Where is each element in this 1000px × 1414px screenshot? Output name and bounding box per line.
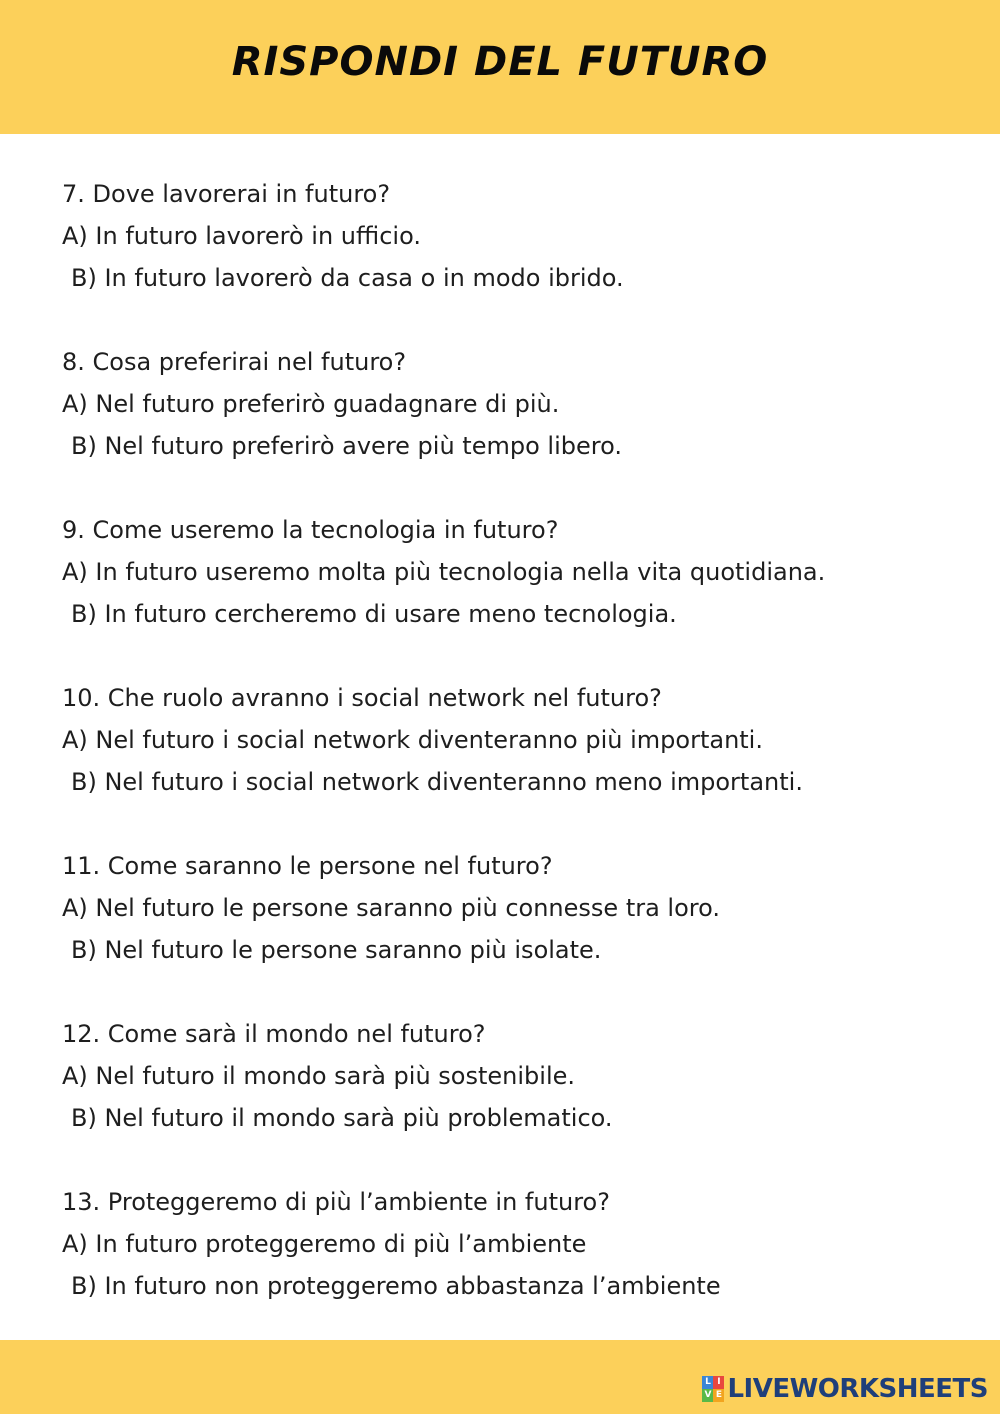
question-block-8 <box>62 341 962 467</box>
liveworksheets-logo-icon <box>702 1376 724 1402</box>
question-block-7 <box>62 173 962 299</box>
option-a: A) Nel futuro i social network diventeranno più importanti. <box>62 726 763 754</box>
logo-letter: V <box>702 1389 713 1402</box>
question-text: 11. Come saranno le persone nel futuro? <box>62 852 553 880</box>
option-a: A) Nel futuro il mondo sarà più sostenibile. <box>62 1062 576 1090</box>
option-a: A) In futuro proteggeremo di più l’ambiente <box>62 1230 587 1258</box>
option-a: A) Nel futuro preferirò guadagnare di più. <box>62 390 560 418</box>
question-block-9 <box>62 509 962 635</box>
logo-letter: L <box>702 1376 713 1389</box>
question-text: 12. Come sarà il mondo nel futuro? <box>62 1020 486 1048</box>
question-list <box>62 173 962 1349</box>
option-a: A) In futuro lavorerò in ufficio. <box>62 222 421 250</box>
question-block-12 <box>62 1013 962 1139</box>
question-block-13 <box>62 1181 962 1307</box>
question-block-10 <box>62 677 962 803</box>
question-text: 9. Come useremo la tecnologia in futuro? <box>62 516 559 544</box>
liveworksheets-brand[interactable] <box>702 1369 988 1409</box>
logo-letter: I <box>713 1376 724 1389</box>
option-a: A) In futuro useremo molta più tecnologia nella vita quotidiana. <box>62 558 826 586</box>
option-a: A) Nel futuro le persone saranno più connesse tra loro. <box>62 894 721 922</box>
brand-text: LIVEWORKSHEETS <box>727 1374 988 1404</box>
option-b: B) Nel futuro il mondo sarà più problematico. <box>71 1104 613 1132</box>
page-title: RISPONDI DEL FUTURO <box>231 39 769 85</box>
question-text: 13. Proteggeremo di più l’ambiente in futuro? <box>62 1188 610 1216</box>
question-text: 7. Dove lavorerai in futuro? <box>62 180 391 208</box>
option-b: B) Nel futuro le persone saranno più isolate. <box>71 936 602 964</box>
question-text: 10. Che ruolo avranno i social network nel futuro? <box>62 684 662 712</box>
logo-letter: E <box>713 1389 724 1402</box>
question-text: 8. Cosa preferirai nel futuro? <box>62 348 407 376</box>
question-block-11 <box>62 845 962 971</box>
option-b: B) In futuro non proteggeremo abbastanza l’ambiente <box>71 1272 721 1300</box>
option-b: B) In futuro cercheremo di usare meno tecnologia. <box>71 600 677 628</box>
option-b: B) In futuro lavorerò da casa o in modo ibrido. <box>71 264 624 292</box>
option-b: B) Nel futuro preferirò avere più tempo libero. <box>71 432 622 460</box>
option-b: B) Nel futuro i social network diventeranno meno importanti. <box>71 768 803 796</box>
